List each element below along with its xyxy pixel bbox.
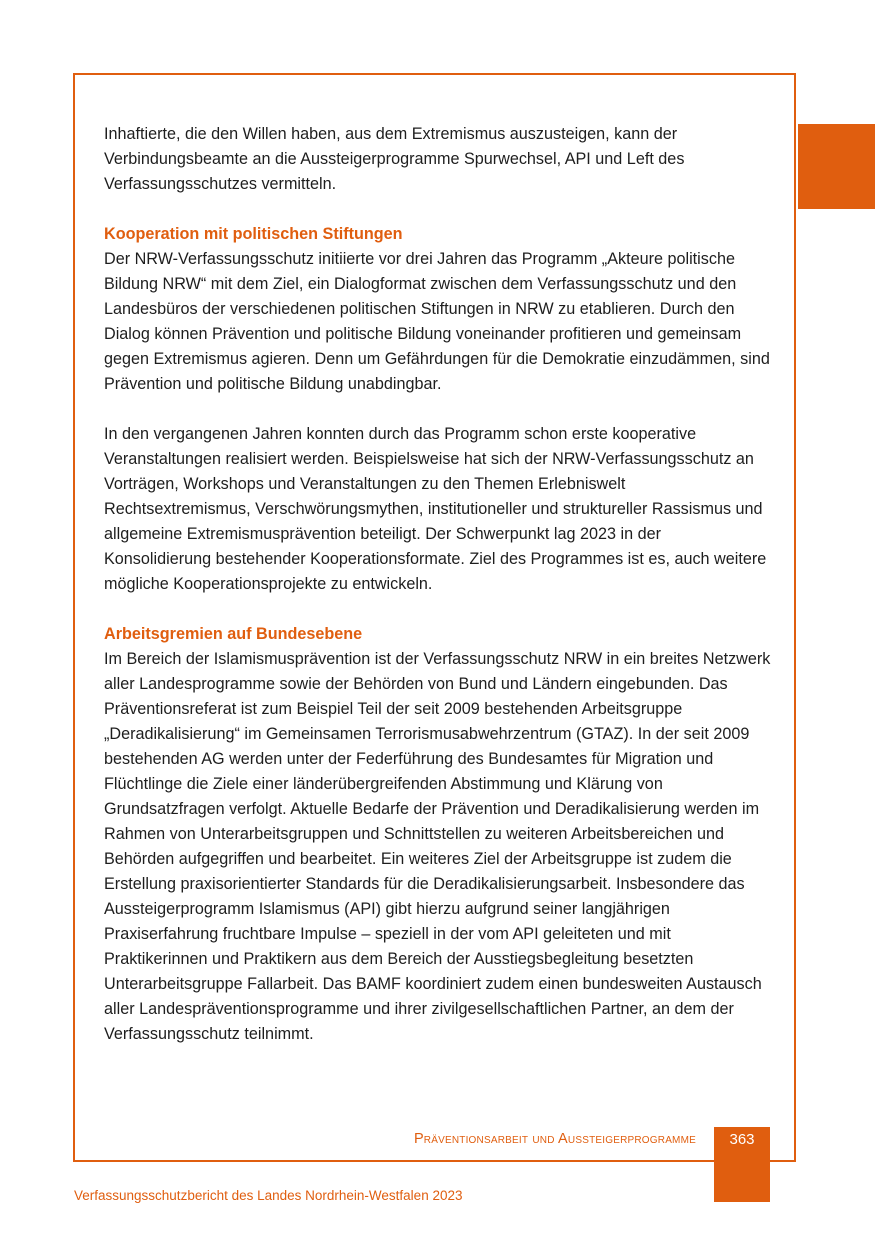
section-cooperation-paragraph-1: Der NRW-Verfassungsschutz initiierte vor drei Jahren das Programm „Akteure politische Bildung NRW“ mit dem Ziel, ein Dialogformat zwischen dem Verfassungsschutz und den Landesbüros der verschiedenen politischen Stiftungen in NRW zu etablieren. Durch den Dialog können Prävention und politische Bildung voneinander profitieren und gemeinsam gegen Extremismus agieren. Denn um Gefährdungen für die Demokratie einzudämmen, sind Prävention und politische Bildung unabdingbar. xyxy=(104,250,770,393)
running-head: Präventionsarbeit und Aussteigerprogramme xyxy=(413,1131,696,1147)
section-heading-cooperation: Kooperation mit politischen Stiftungen xyxy=(104,225,403,243)
section-heading-federal: Arbeitsgremien auf Bundesebene xyxy=(104,625,363,643)
page-number: 363 xyxy=(729,1131,755,1148)
page-content xyxy=(104,122,772,1047)
section-cooperation-paragraph-2: In den vergangenen Jahren konnten durch das Programm schon erste kooperative Veranstaltungen realisiert werden. Beispielsweise hat sich der NRW-Verfassungsschutz an Vorträgen, Workshops und Veranstaltungen zu den Themen Erlebniswelt Rechtsextremismus, Verschwörungsmythen, institutioneller und struktureller Rassismus und allgemeine Extremismusprävention beteiligt. Der Schwerpunkt lag 2023 in der Konsolidierung bestehender Kooperationsformate. Ziel des Programmes ist es, auch weitere mögliche Kooperationsprojekte zu entwickeln. xyxy=(104,425,767,593)
chapter-tab xyxy=(798,124,875,209)
intro-paragraph: Inhaftierte, die den Willen haben, aus dem Extremismus auszusteigen, kann der Verbindungsbeamte an die Aussteigerprogramme Spurwechsel, API und Left des Verfassungsschutzes vermitteln. xyxy=(104,125,685,193)
section-federal-paragraph-1: Im Bereich der Islamismusprävention ist der Verfassungsschutz NRW in ein breites Netzwerk aller Landesprogramme sowie der Behörden von Bund und Ländern eingebunden. Das Präventionsreferat ist zum Beispiel Teil der seit 2009 bestehenden Arbeitsgruppe „Deradikalisierung“ im Gemeinsamen Terrorismusabwehrzentrum (GTAZ). In der seit 2009 bestehenden AG werden unter der Federführung des Bundesamtes für Migration und Flüchtlinge die Ziele einer länderübergreifenden Abstimmung und Klärung von Grundsatzfragen verfolgt. Aktuelle Bedarfe der Prävention und Deradikalisierung werden im Rahmen von Unterarbeitsgruppen und Schnittstellen zu weiteren Arbeitsbereichen und Behörden aufgegriffen und bearbeitet. Ein weiteres Ziel der Arbeitsgruppe ist zudem die Erstellung praxisorientierter Standards für die Deradikalisierungsarbeit. Insbesondere das Aussteigerprogramm Islamismus (API) gibt hierzu aufgrund seiner langjährigen Praxiserfahrung fruchtbare Impulse – speziell in der vom API geleiteten und mit Praktikerinnen und Praktikern aus dem Bereich der Ausstiegsbegleitung besetzten Unterarbeitsgruppe Fallarbeit. Das BAMF koordiniert zudem einen bundesweiten Austausch aller Landespräventionsprogramme und ihrer zivilgesellschaftlichen Partner, an dem der Verfassungsschutz teilnimmt. xyxy=(104,650,771,1043)
footer-publication-title: Verfassungsschutzbericht des Landes Nordrhein-Westfalen 2023 xyxy=(74,1188,463,1203)
